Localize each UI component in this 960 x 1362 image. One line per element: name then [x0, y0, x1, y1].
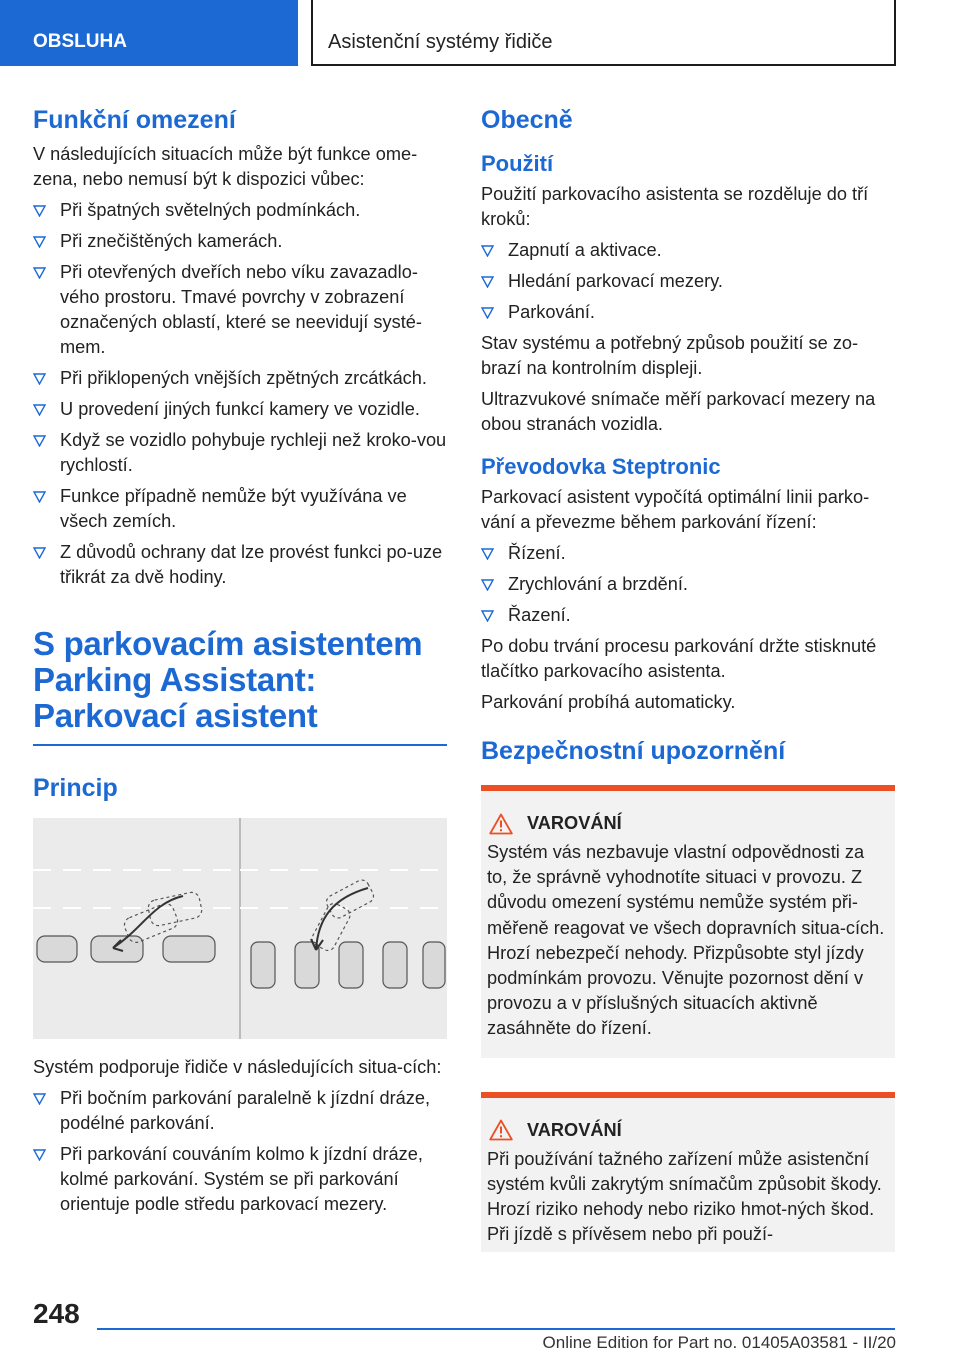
limits-heading: Funkční omezení: [33, 106, 236, 134]
bullet-triangle-icon: [481, 548, 494, 560]
limits-intro: V následujících situacích může být funkce ome-zena, nebo nemusí být k dispozici vůbec:: [33, 144, 418, 189]
steptronic-heading: Převodovka Steptronic: [481, 454, 721, 479]
steptronic-intro: Parkovací asistent vypočítá optimální linii parko-vání a převezme během parkování řízení:: [481, 487, 870, 532]
list-item: Řízení.: [481, 541, 895, 566]
list-item: Z důvodů ochrany dat lze provést funkci po-uze třikrát za dvě hodiny.: [33, 540, 447, 590]
main-title-line: Parkovací asistent: [33, 697, 318, 734]
section-tab: OBSLUHA: [0, 0, 298, 66]
title-divider: [33, 744, 447, 746]
use-list: [481, 238, 895, 325]
list-item: Zrychlování a brzdění.: [481, 572, 895, 597]
bullet-triangle-icon: [33, 267, 46, 279]
general-heading: Obecně: [481, 106, 573, 134]
limits-list: [33, 198, 447, 590]
bullet-triangle-icon: [481, 276, 494, 288]
main-title: [33, 626, 447, 734]
list-item: Řazení.: [481, 603, 895, 628]
main-title-line: Parking Assistant:: [33, 661, 317, 698]
bullet-triangle-icon: [33, 547, 46, 559]
chapter-title: Asistenční systémy řidiče: [311, 0, 896, 66]
list-item: Při znečištěných kamerách.: [33, 229, 447, 254]
bullet-triangle-icon: [33, 435, 46, 447]
list-item: U provedení jiných funkcí kamery ve vozidle.: [33, 397, 447, 422]
bullet-triangle-icon: [33, 491, 46, 503]
list-item: Parkování.: [481, 300, 895, 325]
warning-title: VAROVÁNÍ: [487, 1118, 887, 1143]
warning-triangle-icon: [489, 813, 513, 835]
bullet-triangle-icon: [33, 1149, 46, 1161]
use-paragraph-2: Ultrazvukové snímače měří parkovací mezery na obou stranách vozidla.: [481, 389, 876, 434]
steptronic-paragraph-1: Po dobu trvání procesu parkování držte stisknuté tlačítko parkovacího asistenta.: [481, 636, 877, 681]
warning-triangle-icon: [489, 1119, 513, 1141]
list-item: Při otevřených dveřích nebo víku zavazadlo-vého prostoru. Tmavé povrchy v zobrazení označených oblastí, které se neevidují systé-mem.: [33, 260, 447, 360]
principle-text: Systém podporuje řidiče v následujících situa-cích:: [33, 1056, 442, 1077]
list-item: Při parkování couváním kolmo k jízdní dráze, kolmé parkování. Systém se při parkování orientuje podle středu parkovací mezery.: [33, 1142, 447, 1217]
principle-list: [33, 1086, 447, 1217]
left-column: [33, 100, 447, 1217]
safety-heading: Bezpečnostní upozornění: [481, 737, 786, 765]
page-header: [0, 0, 960, 66]
bullet-triangle-icon: [481, 610, 494, 622]
bullet-triangle-icon: [33, 1093, 46, 1105]
list-item: Při přiklopených vnějších zpětných zrcátkách.: [33, 366, 447, 391]
principle-heading: Princip: [33, 773, 118, 802]
steptronic-list: [481, 541, 895, 628]
use-heading: Použití: [481, 151, 554, 176]
parking-diagram-image: [33, 818, 447, 1039]
warning-box: [481, 785, 895, 1058]
footer-divider: [97, 1328, 895, 1330]
main-title-line: S parkovacím asistentem: [33, 625, 423, 662]
use-intro: Použití parkovacího asistenta se rozděluje do tří kroků:: [481, 184, 869, 229]
warning-title: VAROVÁNÍ: [487, 811, 887, 836]
bullet-triangle-icon: [481, 245, 494, 257]
parking-illustration: [33, 818, 447, 1039]
edition-note: Online Edition for Part no. 01405A03581 - II/20: [542, 1333, 896, 1352]
bullet-triangle-icon: [481, 579, 494, 591]
use-paragraph-1: Stav systému a potřebný způsob použití se zo-brazí na kontrolním displeji.: [481, 333, 859, 378]
bullet-triangle-icon: [33, 236, 46, 248]
list-item: Hledání parkovací mezery.: [481, 269, 895, 294]
right-column: [481, 100, 895, 1252]
bullet-triangle-icon: [33, 205, 46, 217]
list-item: Zapnutí a aktivace.: [481, 238, 895, 263]
list-item: Při špatných světelných podmínkách.: [33, 198, 447, 223]
warning-text: Systém vás nezbavuje vlastní odpovědnosti za to, že správně vyhodnotíte situaci v provozu. Z důvodu omezení systému nemůže systém při-měřeně reagovat ve všech dopravních situa-cích. Hrozí nebezpečí nehody. Přizpůsobte styl jízdy podmínkám provozu. Věnujte pozornost dění v provozu a v příslušných situacích aktivně zasáhněte do řízení.: [487, 842, 885, 1039]
steptronic-paragraph-2: Parkování probíhá automaticky.: [481, 692, 736, 712]
list-item: Když se vozidlo pohybuje rychleji než kroko-vou rychlostí.: [33, 428, 447, 478]
bullet-triangle-icon: [481, 307, 494, 319]
bullet-triangle-icon: [33, 373, 46, 385]
warning-text: Při používání tažného zařízení může asistenční systém kvůli zakrytým snímačům způsobit škody. Hrozí riziko nehody nebo riziko hmot-ných škod. Při jízdě s přívěsem nebo při použí-: [487, 1148, 882, 1245]
list-item: Funkce případně nemůže být využívána ve všech zemích.: [33, 484, 447, 534]
list-item: Při bočním parkování paralelně k jízdní dráze, podélné parkování.: [33, 1086, 447, 1136]
bullet-triangle-icon: [33, 404, 46, 416]
page-number: 248: [33, 1298, 80, 1329]
warning-box: [481, 1092, 895, 1252]
